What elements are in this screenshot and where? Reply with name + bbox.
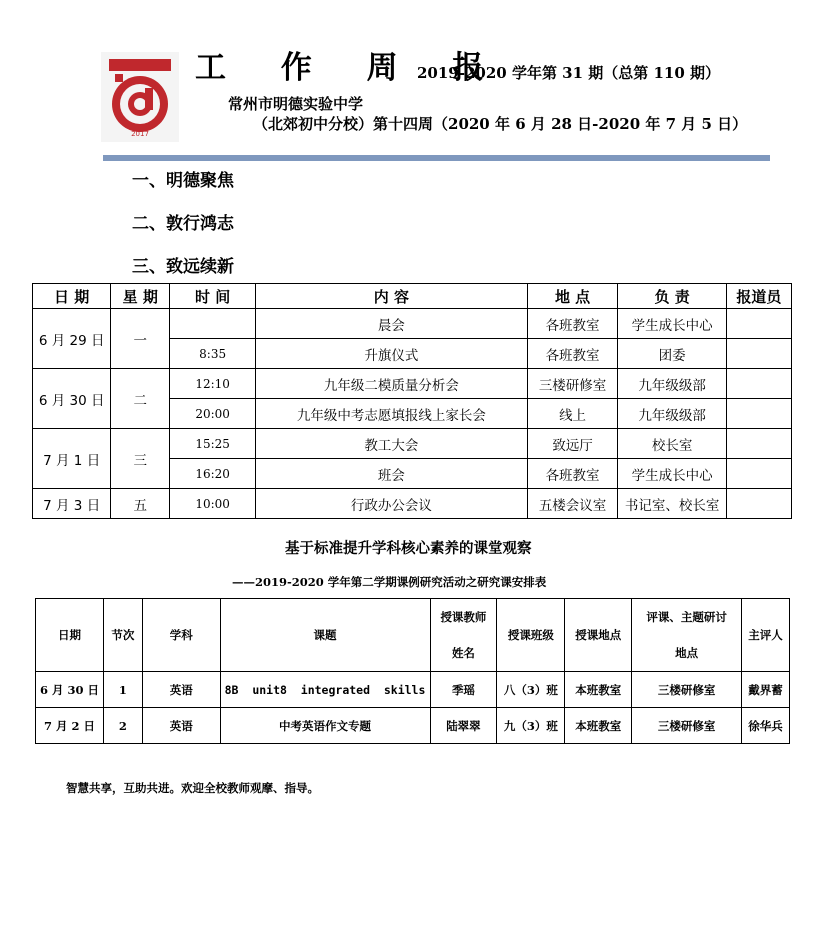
date-cell: 6 月 30 日 xyxy=(36,672,104,708)
weekday-cell: 三 xyxy=(111,429,170,489)
reporter-cell xyxy=(726,369,791,399)
content-cell: 行政办公会议 xyxy=(256,489,528,519)
weekday-cell: 五 xyxy=(111,489,170,519)
place-cell: 各班教室 xyxy=(527,309,618,339)
place-cell: 三楼研修室 xyxy=(527,369,618,399)
place-cell: 各班教室 xyxy=(527,459,618,489)
class-cell: 九（3）班 xyxy=(497,708,565,744)
date-cell: 7 月 1 日 xyxy=(33,429,111,489)
reporter-cell xyxy=(726,399,791,429)
time-cell: 20:00 xyxy=(170,399,256,429)
table-row xyxy=(36,708,790,744)
col-header: 日期 xyxy=(36,599,104,672)
owner-cell: 学生成长中心 xyxy=(618,459,726,489)
time-cell: 16:20 xyxy=(170,459,256,489)
weekly-schedule-table xyxy=(32,283,792,519)
col-header: 时 间 xyxy=(170,284,256,309)
section-heading: 三、致远续新 xyxy=(132,257,234,277)
logo-year: 2017 xyxy=(131,130,149,138)
topic-cell: 8B unit8 integrated skills xyxy=(220,672,430,708)
col-header xyxy=(430,599,497,672)
col-header: 节次 xyxy=(103,599,142,672)
col-header-line: 评课、主题研讨 xyxy=(646,610,727,624)
observation-subtitle: ——2019-2020 学年第二学期课例研究活动之研究课安排表 xyxy=(232,575,547,589)
time-cell: 12:10 xyxy=(170,369,256,399)
section-heading: 二、敦行鸿志 xyxy=(132,214,234,234)
table-header-row xyxy=(33,284,792,309)
research-lesson-table xyxy=(35,598,790,744)
reporter-cell xyxy=(726,429,791,459)
table-row xyxy=(36,672,790,708)
col-header: 负 责 xyxy=(618,284,726,309)
table-row xyxy=(33,429,792,459)
content-cell: 晨会 xyxy=(256,309,528,339)
location-cell: 本班教室 xyxy=(565,708,632,744)
school-name: 常州市明德实验中学 xyxy=(228,95,364,113)
observation-title: 基于标准提升学科核心素养的课堂观察 xyxy=(285,541,532,557)
period-cell: 2 xyxy=(103,708,142,744)
issue-number: 2019-2020 学年第 31 期（总第 110 期） xyxy=(417,64,721,82)
col-header: 课题 xyxy=(220,599,430,672)
content-cell: 升旗仪式 xyxy=(256,339,528,369)
location-cell: 本班教室 xyxy=(565,672,632,708)
table-row xyxy=(33,489,792,519)
col-header: 日 期 xyxy=(33,284,111,309)
content-cell: 九年级二模质量分析会 xyxy=(256,369,528,399)
place-cell: 致远厅 xyxy=(527,429,618,459)
header-divider xyxy=(103,155,770,161)
date-cell: 7 月 2 日 xyxy=(36,708,104,744)
owner-cell: 校长室 xyxy=(618,429,726,459)
time-cell xyxy=(170,309,256,339)
owner-cell: 九年级级部 xyxy=(618,369,726,399)
time-cell: 10:00 xyxy=(170,489,256,519)
week-range: （北郊初中分校）第十四周（2020 年 6 月 28 日-2020 年 7 月 5 日） xyxy=(253,115,748,133)
section-heading: 一、明德聚焦 xyxy=(132,171,234,191)
col-header: 主评人 xyxy=(742,599,790,672)
subject-cell: 英语 xyxy=(142,708,220,744)
teacher-cell: 陆翠翠 xyxy=(430,708,497,744)
school-logo xyxy=(101,52,179,142)
time-cell: 15:25 xyxy=(170,429,256,459)
col-header: 报道员 xyxy=(726,284,791,309)
col-header: 内 容 xyxy=(256,284,528,309)
owner-cell: 学生成长中心 xyxy=(618,309,726,339)
review-place-cell: 三楼研修室 xyxy=(632,672,742,708)
subject-cell: 英语 xyxy=(142,672,220,708)
review-place-cell: 三楼研修室 xyxy=(632,708,742,744)
chief-cell: 徐华兵 xyxy=(742,708,790,744)
date-cell: 6 月 29 日 xyxy=(33,309,111,369)
footer-note: 智慧共享，互助共进。欢迎全校教师观摩、指导。 xyxy=(66,781,319,795)
reporter-cell xyxy=(726,339,791,369)
time-cell: 8:35 xyxy=(170,339,256,369)
topic-cell: 中考英语作文专题 xyxy=(220,708,430,744)
chief-cell: 戴界蓄 xyxy=(742,672,790,708)
col-header xyxy=(632,599,742,672)
col-header: 星 期 xyxy=(111,284,170,309)
table-row xyxy=(33,309,792,339)
reporter-cell xyxy=(726,489,791,519)
date-cell: 7 月 3 日 xyxy=(33,489,111,519)
place-cell: 线上 xyxy=(527,399,618,429)
col-header: 授课班级 xyxy=(497,599,565,672)
owner-cell: 书记室、校长室 xyxy=(618,489,726,519)
date-cell: 6 月 30 日 xyxy=(33,369,111,429)
content-cell: 教工大会 xyxy=(256,429,528,459)
class-cell: 八（3）班 xyxy=(497,672,565,708)
content-cell: 班会 xyxy=(256,459,528,489)
col-header: 授课地点 xyxy=(565,599,632,672)
teacher-cell: 季瑶 xyxy=(430,672,497,708)
content-cell: 九年级中考志愿填报线上家长会 xyxy=(256,399,528,429)
owner-cell: 九年级级部 xyxy=(618,399,726,429)
col-header-line: 地点 xyxy=(675,646,699,660)
weekday-cell: 一 xyxy=(111,309,170,369)
school-logo-icon xyxy=(101,52,179,142)
weekday-cell: 二 xyxy=(111,369,170,429)
col-header: 学科 xyxy=(142,599,220,672)
reporter-cell xyxy=(726,309,791,339)
table-row xyxy=(33,369,792,399)
place-cell: 各班教室 xyxy=(527,339,618,369)
col-header-line: 姓名 xyxy=(451,646,475,660)
col-header: 地 点 xyxy=(527,284,618,309)
col-header-line: 授课教师 xyxy=(440,610,487,624)
period-cell: 1 xyxy=(103,672,142,708)
table-header-row xyxy=(36,599,790,672)
owner-cell: 团委 xyxy=(618,339,726,369)
reporter-cell xyxy=(726,459,791,489)
page-title: 工 作 周 报 xyxy=(195,50,506,86)
place-cell: 五楼会议室 xyxy=(527,489,618,519)
